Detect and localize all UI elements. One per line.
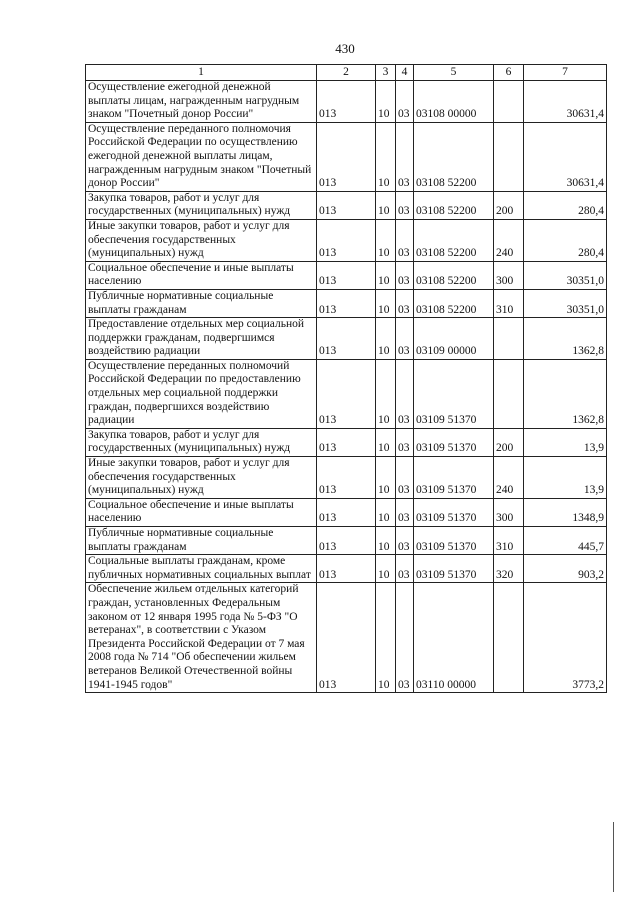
table-row [86, 583, 607, 693]
subsection-code-cell: 03 [396, 219, 414, 261]
header-col-6: 6 [494, 65, 524, 81]
article-code-cell: 03109 51370 [414, 428, 494, 456]
subsection-code-cell: 03 [396, 555, 414, 583]
ministry-code-cell: 013 [317, 318, 376, 360]
ministry-code-cell: 013 [317, 498, 376, 526]
article-code-cell: 03108 52200 [414, 261, 494, 289]
row-name-cell: Закупка товаров, работ и услуг для государственных (муниципальных) нужд [86, 191, 317, 219]
section-code-cell: 10 [376, 191, 396, 219]
subsection-code-cell: 03 [396, 81, 414, 123]
ministry-code-cell: 013 [317, 191, 376, 219]
section-code-cell: 10 [376, 122, 396, 191]
expense-type-cell [494, 583, 524, 693]
article-code-cell: 03108 52200 [414, 191, 494, 219]
article-code-cell: 03109 51370 [414, 555, 494, 583]
section-code-cell: 10 [376, 428, 396, 456]
amount-cell: 1362,8 [524, 318, 607, 360]
article-code-cell: 03108 52200 [414, 289, 494, 317]
ministry-code-cell: 013 [317, 583, 376, 693]
amount-cell: 903,2 [524, 555, 607, 583]
expense-type-cell: 200 [494, 428, 524, 456]
subsection-code-cell: 03 [396, 527, 414, 555]
amount-cell: 30351,0 [524, 289, 607, 317]
section-code-cell: 10 [376, 498, 396, 526]
amount-cell: 13,9 [524, 428, 607, 456]
section-code-cell: 10 [376, 583, 396, 693]
article-code-cell: 03109 00000 [414, 318, 494, 360]
header-col-1: 1 [86, 65, 317, 81]
table-row [86, 359, 607, 428]
table-row [86, 527, 607, 555]
amount-cell: 30351,0 [524, 261, 607, 289]
table-row [86, 498, 607, 526]
amount-cell: 30631,4 [524, 122, 607, 191]
row-name-cell: Закупка товаров, работ и услуг для государственных (муниципальных) нужд [86, 428, 317, 456]
row-name-cell: Предоставление отдельных мер социальной поддержки гражданам, подвергшимся воздействию радиации [86, 318, 317, 360]
ministry-code-cell: 013 [317, 555, 376, 583]
expense-type-cell: 310 [494, 527, 524, 555]
expense-type-cell [494, 318, 524, 360]
article-code-cell: 03109 51370 [414, 457, 494, 499]
article-code-cell: 03110 00000 [414, 583, 494, 693]
row-name-cell: Социальное обеспечение и иные выплаты населению [86, 261, 317, 289]
table-row [86, 428, 607, 456]
subsection-code-cell: 03 [396, 191, 414, 219]
expense-type-cell [494, 122, 524, 191]
subsection-code-cell: 03 [396, 289, 414, 317]
amount-cell: 1348,9 [524, 498, 607, 526]
row-name-cell: Осуществление ежегодной денежной выплаты лицам, награжденным нагрудным знаком "Почетный донор России" [86, 81, 317, 123]
table-row [86, 219, 607, 261]
section-code-cell: 10 [376, 219, 396, 261]
row-name-cell: Иные закупки товаров, работ и услуг для обеспечения государственных (муниципальных) нужд [86, 219, 317, 261]
amount-cell: 1362,8 [524, 359, 607, 428]
expense-type-cell: 300 [494, 261, 524, 289]
row-name-cell: Осуществление переданных полномочий Российской Федерации по предоставлению отдельных мер социальной поддержки граждан, подвергшихся воздействию радиации [86, 359, 317, 428]
amount-cell: 445,7 [524, 527, 607, 555]
row-name-cell: Осуществление переданного полномочия Российской Федерации по осуществлению ежегодной денежной выплаты лицам, награжденным нагрудным знаком "Почетный донор России" [86, 122, 317, 191]
table-body [86, 81, 607, 693]
subsection-code-cell: 03 [396, 583, 414, 693]
subsection-code-cell: 03 [396, 359, 414, 428]
ministry-code-cell: 013 [317, 289, 376, 317]
ministry-code-cell: 013 [317, 219, 376, 261]
row-name-cell: Публичные нормативные социальные выплаты гражданам [86, 289, 317, 317]
amount-cell: 3773,2 [524, 583, 607, 693]
amount-cell: 280,4 [524, 219, 607, 261]
header-col-4: 4 [396, 65, 414, 81]
margin-line [613, 822, 614, 892]
table-row [86, 191, 607, 219]
table-row [86, 318, 607, 360]
section-code-cell: 10 [376, 289, 396, 317]
row-name-cell: Социальное обеспечение и иные выплаты населению [86, 498, 317, 526]
header-col-2: 2 [317, 65, 376, 81]
section-code-cell: 10 [376, 359, 396, 428]
expense-type-cell [494, 359, 524, 428]
section-code-cell: 10 [376, 527, 396, 555]
article-code-cell: 03109 51370 [414, 498, 494, 526]
header-col-5: 5 [414, 65, 494, 81]
header-col-3: 3 [376, 65, 396, 81]
expense-type-cell: 240 [494, 457, 524, 499]
row-name-cell: Иные закупки товаров, работ и услуг для обеспечения государственных (муниципальных) нужд [86, 457, 317, 499]
section-code-cell: 10 [376, 261, 396, 289]
row-name-cell: Обеспечение жильем отдельных категорий граждан, установленных Федеральным законом от 12 января 1995 года № 5-ФЗ "О ветеранах", в соответствии с Указом Президента Российской Федерации от 7 мая 2008 года № 714 "Об обеспечении жильем ветеранов Великой Отечественной войны 1941-1945 годов" [86, 583, 317, 693]
subsection-code-cell: 03 [396, 318, 414, 360]
table-row [86, 555, 607, 583]
article-code-cell: 03109 51370 [414, 359, 494, 428]
subsection-code-cell: 03 [396, 498, 414, 526]
table-row [86, 261, 607, 289]
article-code-cell: 03108 00000 [414, 81, 494, 123]
table-row [86, 457, 607, 499]
amount-cell: 30631,4 [524, 81, 607, 123]
ministry-code-cell: 013 [317, 457, 376, 499]
subsection-code-cell: 03 [396, 261, 414, 289]
expense-type-cell: 200 [494, 191, 524, 219]
ministry-code-cell: 013 [317, 122, 376, 191]
amount-cell: 280,4 [524, 191, 607, 219]
ministry-code-cell: 013 [317, 527, 376, 555]
subsection-code-cell: 03 [396, 122, 414, 191]
page-number: 430 [335, 41, 355, 56]
budget-table [85, 64, 607, 693]
ministry-code-cell: 013 [317, 261, 376, 289]
row-name-cell: Публичные нормативные социальные выплаты гражданам [86, 527, 317, 555]
header-col-7: 7 [524, 65, 607, 81]
section-code-cell: 10 [376, 81, 396, 123]
article-code-cell: 03109 51370 [414, 527, 494, 555]
expense-type-cell: 300 [494, 498, 524, 526]
ministry-code-cell: 013 [317, 81, 376, 123]
header-row [86, 65, 607, 81]
table-row [86, 81, 607, 123]
section-code-cell: 10 [376, 555, 396, 583]
expense-type-cell: 310 [494, 289, 524, 317]
subsection-code-cell: 03 [396, 457, 414, 499]
amount-cell: 13,9 [524, 457, 607, 499]
expense-type-cell [494, 81, 524, 123]
subsection-code-cell: 03 [396, 428, 414, 456]
section-code-cell: 10 [376, 318, 396, 360]
article-code-cell: 03108 52200 [414, 219, 494, 261]
table-row [86, 122, 607, 191]
article-code-cell: 03108 52200 [414, 122, 494, 191]
section-code-cell: 10 [376, 457, 396, 499]
table-row [86, 289, 607, 317]
ministry-code-cell: 013 [317, 428, 376, 456]
row-name-cell: Социальные выплаты гражданам, кроме публичных нормативных социальных выплат [86, 555, 317, 583]
expense-type-cell: 240 [494, 219, 524, 261]
expense-type-cell: 320 [494, 555, 524, 583]
ministry-code-cell: 013 [317, 359, 376, 428]
